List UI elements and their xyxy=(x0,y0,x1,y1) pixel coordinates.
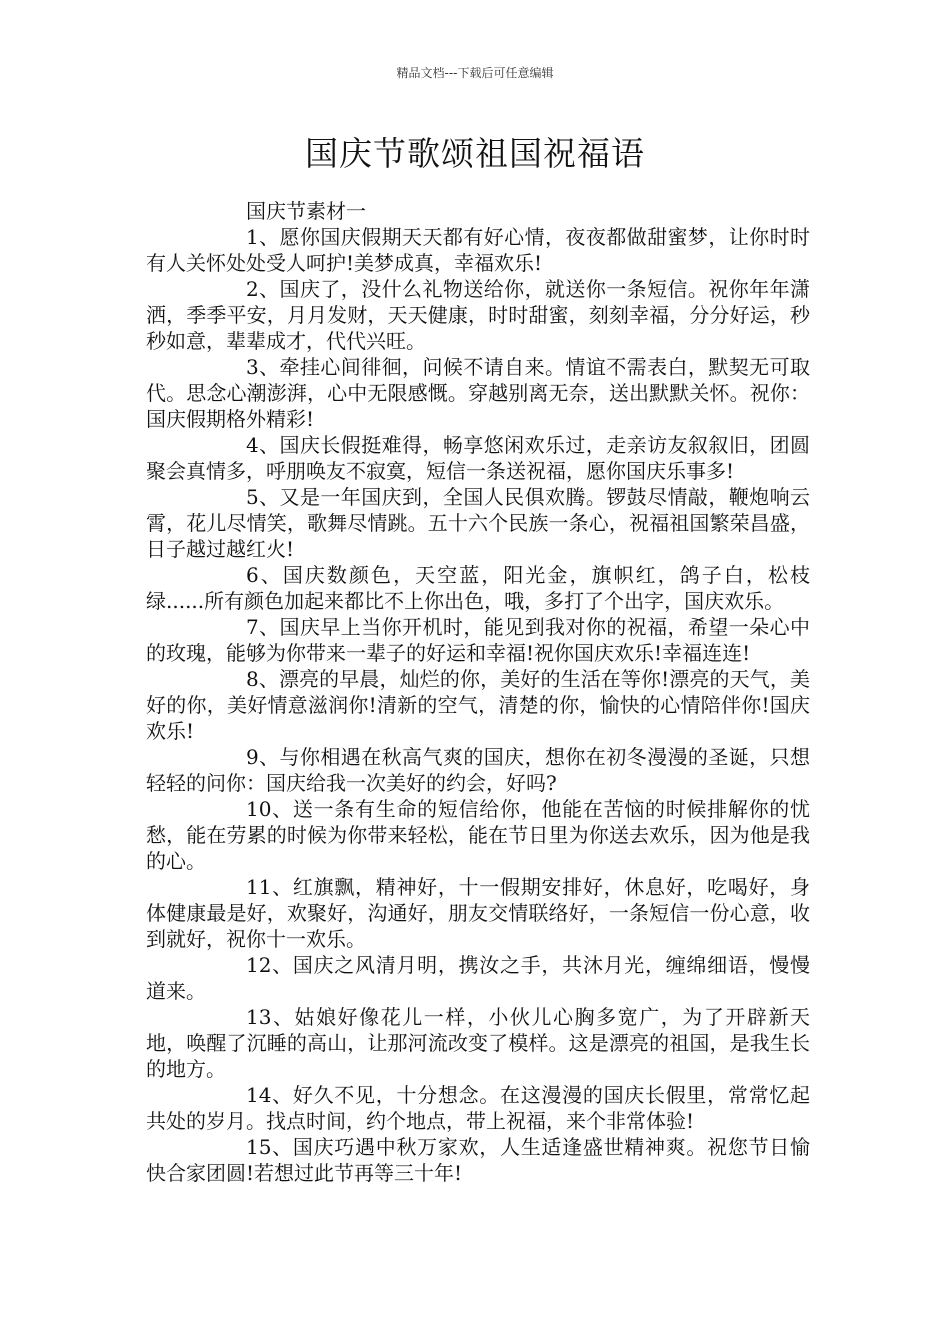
paragraph-14: 14、好久不见，十分想念。在这漫漫的国庆长假里，常常忆起共处的岁月。找点时间，约个地点，带上祝福，来个非常体验! xyxy=(146,1083,810,1133)
paragraph-15: 15、国庆巧遇中秋万家欢，人生适逢盛世精神爽。祝您节日愉快合家团圆!若想过此节再等三十年! xyxy=(146,1135,810,1185)
paragraph-9: 9、与你相遇在秋高气爽的国庆，想你在初冬漫漫的圣诞，只想轻轻的问你：国庆给我一次美好的约会，好吗? xyxy=(146,745,810,795)
paragraph-7: 7、国庆早上当你开机时，能见到我对你的祝福，希望一朵心中的玫瑰，能够为你带来一辈子的好运和幸福!祝你国庆欢乐!幸福连连! xyxy=(146,615,810,665)
paragraph-10: 10、送一条有生命的短信给你，他能在苦恼的时候排解你的忧愁，能在劳累的时候为你带来轻松，能在节日里为你送去欢乐，因为他是我的心。 xyxy=(146,797,810,873)
paragraph-5: 5、又是一年国庆到，全国人民俱欢腾。锣鼓尽情敲，鞭炮响云霄，花儿尽情笑，歌舞尽情跳。五十六个民族一条心，祝福祖国繁荣昌盛，日子越过越红火! xyxy=(146,485,810,561)
document-body xyxy=(146,198,810,1186)
paragraph-8: 8、漂亮的早晨，灿烂的你，美好的生活在等你!漂亮的天气，美好的你，美好情意滋润你!清新的空气，清楚的你，愉快的心情陪伴你!国庆欢乐! xyxy=(146,667,810,743)
paragraph-2: 2、国庆了，没什么礼物送给你，就送你一条短信。祝你年年潇洒，季季平安，月月发财，天天健康，时时甜蜜，刻刻幸福，分分好运，秒秒如意，辈辈成才，代代兴旺。 xyxy=(146,277,810,353)
document-title: 国庆节歌颂祖国祝福语 xyxy=(305,134,645,173)
header-note: 精品文档---下载后可任意编辑 xyxy=(396,66,554,80)
paragraph-12: 12、国庆之风清月明，携汝之手，共沐月光，缠绵细语，慢慢道来。 xyxy=(146,953,810,1003)
section-title: 国庆节素材一 xyxy=(246,199,366,223)
paragraph-6: 6、国庆数颜色，天空蓝，阳光金，旗帜红，鸽子白，松枝绿......所有颜色加起来都比不上你出色，哦，多打了个出字，国庆欢乐。 xyxy=(146,563,810,613)
paragraph-11: 11、红旗飘，精神好，十一假期安排好，休息好，吃喝好，身体健康最是好，欢聚好，沟通好，朋友交情联络好，一条短信一份心意，收到就好，祝你十一欢乐。 xyxy=(146,875,810,951)
paragraph-3: 3、牵挂心间徘徊，问候不请自来。情谊不需表白，默契无可取代。思念心潮澎湃，心中无限感慨。穿越别离无奈，送出默默关怀。祝你：国庆假期格外精彩! xyxy=(146,355,810,431)
paragraph-13: 13、姑娘好像花儿一样，小伙儿心胸多宽广，为了开辟新天地，唤醒了沉睡的高山，让那河流改变了模样。这是漂亮的祖国，是我生长的地方。 xyxy=(146,1005,810,1081)
paragraph-1: 1、愿你国庆假期天天都有好心情，夜夜都做甜蜜梦，让你时时有人关怀处处受人呵护!美梦成真，幸福欢乐! xyxy=(146,225,810,275)
paragraph-4: 4、国庆长假挺难得，畅享悠闲欢乐过，走亲访友叙叙旧，团圆聚会真情多，呼朋唤友不寂寞，短信一条送祝福，愿你国庆乐事多! xyxy=(146,433,810,483)
